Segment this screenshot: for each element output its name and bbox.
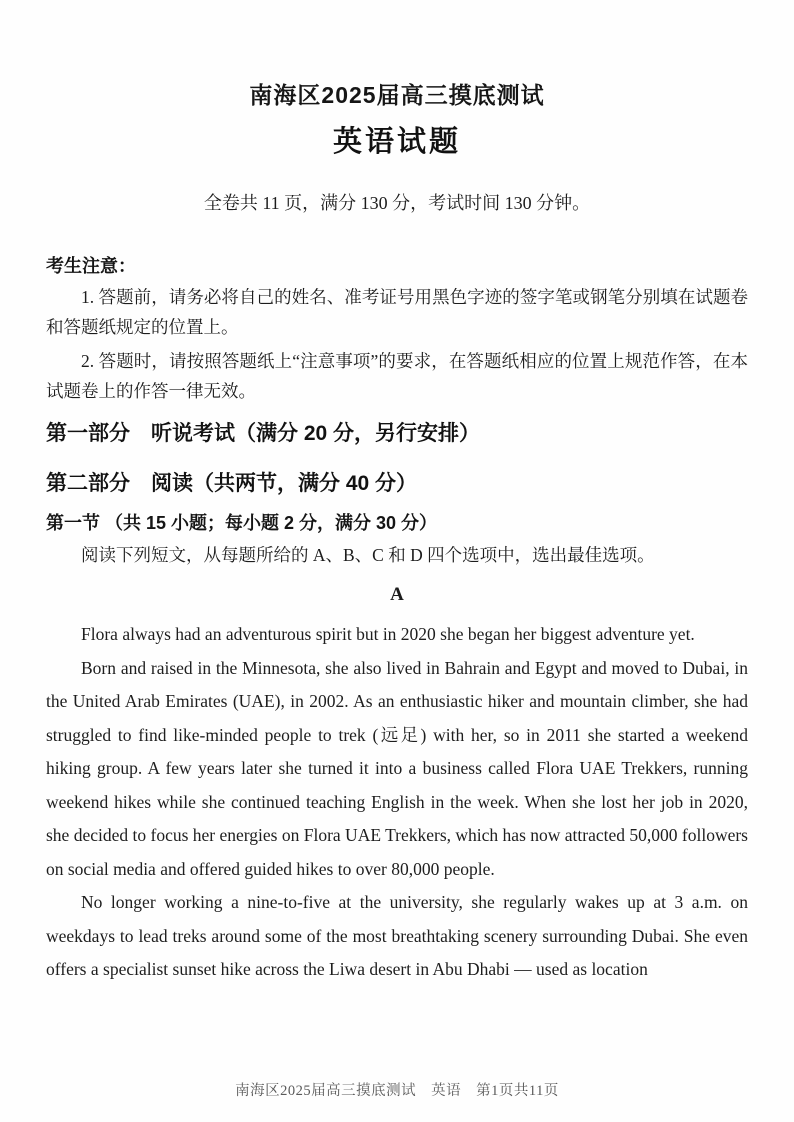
section1-heading: 第一节 （共 15 小题；每小题 2 分，满分 30 分） <box>46 513 438 533</box>
part2-heading: 第二部分 阅读（共两节，满分 40 分） <box>46 472 418 495</box>
passage-a-paragraph-1: Flora always had an adventurous spirit but in 2020 she began her biggest adventure yet. <box>81 624 695 644</box>
exam-meta-line: 全卷共 11 页，满分 130 分，考试时间 130 分钟。 <box>203 193 591 213</box>
notice-item-2: 2. 答题时，请按照答题纸上“注意事项”的要求，在答题纸相应的位置上规范作答，在本试题卷上的作答一律无效。 <box>46 351 748 401</box>
passage-a-paragraph-3: No longer working a nine-to-five at the university, she regularly wakes up at 3 a.m. on weekdays to lead treks around some of the most breathtaking scenery surrounding Dubai. She even offers a specialist sunset hike across the Liwa desert in Abu Dhabi — used as location <box>46 892 748 979</box>
section1-instruction: 阅读下列短文，从每题所给的 A、B、C 和 D 四个选项中，选出最佳选项。 <box>81 545 655 565</box>
page-footer: 南海区2025届高三摸底测试 英语 第1页共11页 <box>235 1083 559 1099</box>
exam-subject-title: 英语试题 <box>332 126 461 158</box>
part1-heading: 第一部分 听说考试（满分 20 分，另行安排） <box>46 422 481 445</box>
passage-a-paragraph-2: Born and raised in the Minnesota, she also lived in Bahrain and Egypt and moved to Dubai, in the United Arab Emirates (UAE), in 2002. As an enthusiastic hiker and mountain climber, she had struggled to find like-minded people to trek (远足) with her, so in 2011 she started a weekend hiking group. A few years later she turned it into a business called Flora UAE Trekkers, running weekend hikes while she continued teaching English in the week. When she lost her job in 2020, she decided to focus her energies on Flora UAE Trekkers, which has now attracted 50,000 followers on social media and offered guided hikes to over 80,000 people. <box>46 657 748 879</box>
notice-heading: 考生注意： <box>46 256 136 276</box>
passage-a-label: A <box>390 584 404 605</box>
notice-item-1: 1. 答题前，请务必将自己的姓名、准考证号用黑色字迹的签字笔或钢笔分别填在试题卷和答题纸规定的位置上。 <box>46 287 748 337</box>
exam-title: 南海区2025届高三摸底测试 <box>249 82 545 108</box>
